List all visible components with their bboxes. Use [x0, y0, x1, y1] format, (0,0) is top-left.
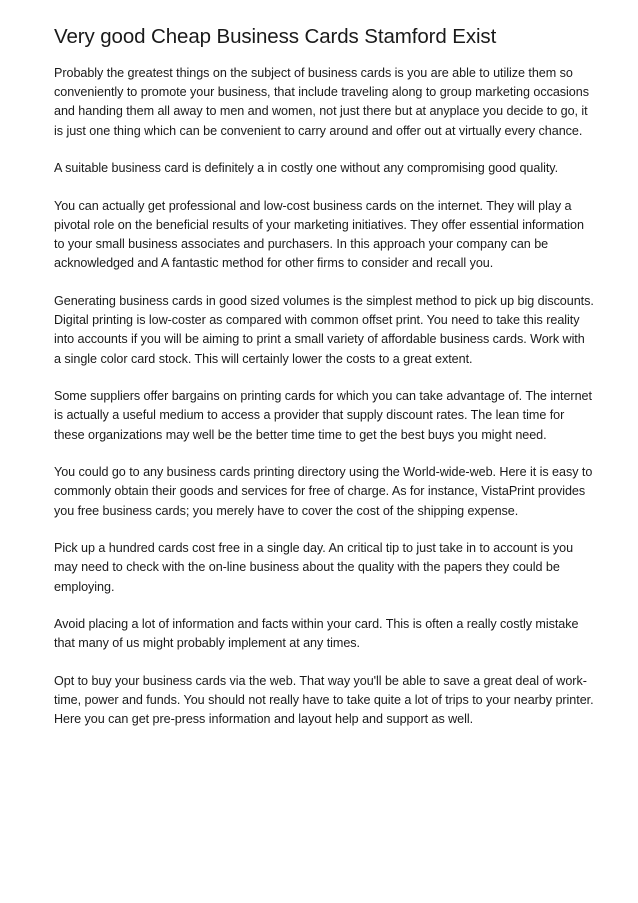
- paragraph: Pick up a hundred cards cost free in a single day. An critical tip to just take in to account is you may need to check with the on-line business about the quality with the papers they could be employing.: [54, 541, 574, 594]
- paragraph: Some suppliers offer bargains on printing cards for which you can take advantage of. The internet is actually a useful medium to access a provider that supply discount rates. The lean time for these organizations may well be the better time time to get the best buys you might need.: [54, 389, 592, 442]
- document-page: [54, 22, 594, 748]
- paragraph: You could go to any business cards printing directory using the World-wide-web. Here it is easy to commonly obtain their goods and services for free of charge. As for instance, VistaPrint provides you free business cards; you merely have to cover the cost of the shipping expense.: [54, 465, 593, 518]
- paragraph: Probably the greatest things on the subject of business cards is you are able to utilize them so conveniently to promote your business, that include traveling along to group marketing occasions and handing them all away to men and women, not just there but at anyplace you decide to go, it is just one thing which can be convenient to carry around and offer out at virtually every chance.: [54, 66, 589, 138]
- paragraph: Generating business cards in good sized volumes is the simplest method to pick up big discounts. Digital printing is low-coster as compared with common offset print. You need to take this reality into accounts if you will be aiming to print a small variety of affordable business cards. Work with a single color card stock. This will certainly lower the costs to a great extent.: [54, 294, 594, 366]
- paragraph: Avoid placing a lot of information and facts within your card. This is often a really costly mistake that many of us might probably implement at any times.: [54, 617, 579, 651]
- paragraph: A suitable business card is definitely a in costly one without any compromising good quality.: [54, 161, 559, 176]
- paragraph: You can actually get professional and low-cost business cards on the internet. They will play a pivotal role on the beneficial results of your marketing initiatives. They offer essential information to your small business associates and purchasers. In this approach your company can be acknowledged and A fantastic method for other firms to consider and recall you.: [54, 198, 584, 271]
- paragraph: Opt to buy your business cards via the web. That way you'll be able to save a great deal of work-time, power and funds. You should not really have to take quite a lot of trips to your nearby printer. Here you can get pre-press information and layout help and support as well.: [54, 674, 594, 727]
- document-title: Very good Cheap Business Cards Stamford Exist: [54, 25, 497, 48]
